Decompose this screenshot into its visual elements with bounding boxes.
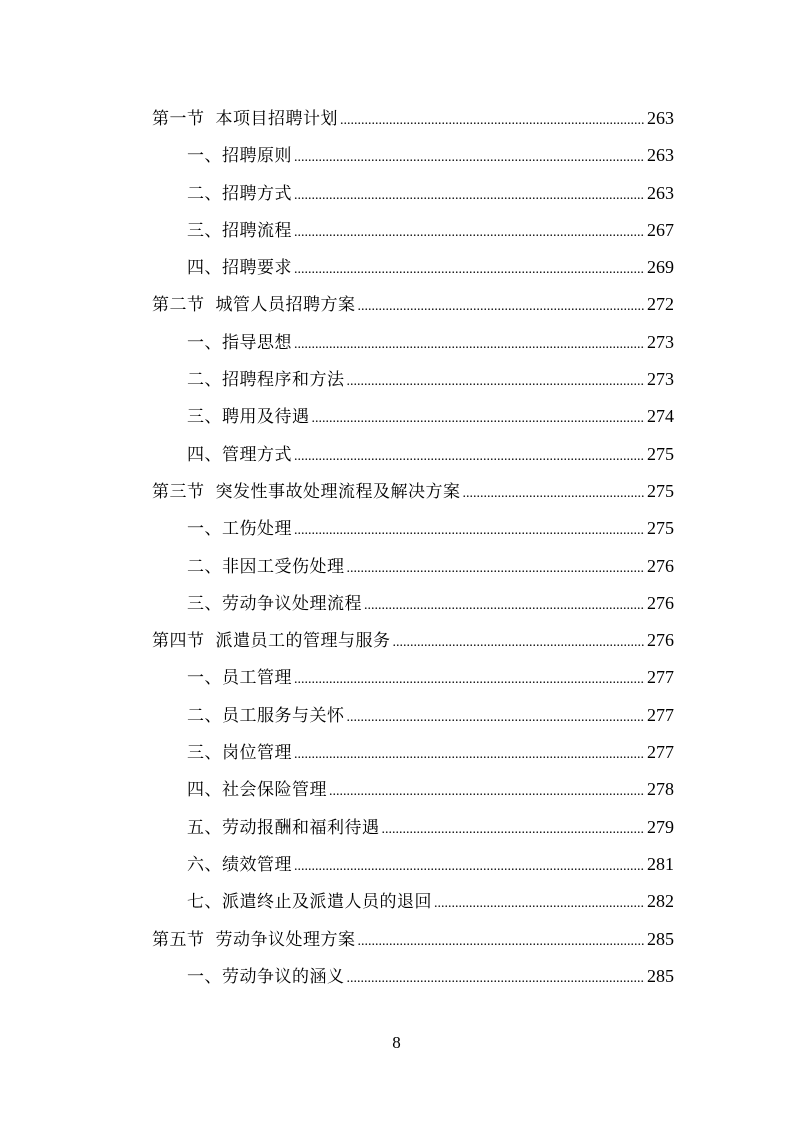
toc-entry-page: 278 <box>647 779 674 800</box>
toc-entry[interactable] <box>152 361 674 398</box>
toc-entry-label <box>187 325 292 362</box>
toc-entry-label <box>187 399 310 436</box>
toc-entry-label <box>187 250 292 287</box>
toc-entry[interactable] <box>152 659 674 696</box>
toc-entry-label <box>187 735 292 772</box>
toc-entry-label <box>187 959 345 996</box>
toc-entry-page: 277 <box>647 704 674 725</box>
toc-entry[interactable] <box>152 734 674 771</box>
toc-entry-prefix: 二、 <box>187 183 222 204</box>
toc-entry-title: 非因工受伤处理 <box>222 556 345 577</box>
toc-entry-title: 员工管理 <box>222 668 292 689</box>
toc-entry-prefix: 二、 <box>187 370 222 391</box>
toc-dot-leader <box>347 960 646 997</box>
toc-dot-leader <box>294 848 645 885</box>
toc-dot-leader <box>358 288 646 325</box>
toc-entry-label <box>187 437 292 474</box>
toc-entry-page: 263 <box>647 108 674 128</box>
toc-entry-page: 263 <box>647 182 674 203</box>
toc-dot-leader <box>382 811 646 848</box>
toc-entry-page: 273 <box>647 331 674 352</box>
toc-entry-page: 279 <box>647 816 674 837</box>
toc-entry-title: 员工服务与关怀 <box>222 705 345 726</box>
toc-entry-prefix: 一、 <box>187 668 222 689</box>
toc-entry-prefix: 第一节 <box>152 109 205 129</box>
toc-dot-leader <box>294 736 645 773</box>
toc-entry[interactable] <box>152 958 674 995</box>
toc-entry-page: 272 <box>647 294 674 315</box>
toc-entry-page: 275 <box>647 480 674 501</box>
toc-entry[interactable] <box>152 771 674 808</box>
toc-entry-label <box>152 287 356 324</box>
toc-entry-label <box>187 698 345 735</box>
toc-entry-page: 275 <box>647 518 674 539</box>
toc-entry[interactable] <box>152 324 674 361</box>
toc-entry-prefix: 七、 <box>187 892 222 913</box>
toc-entry-prefix: 二、 <box>187 556 222 577</box>
toc-entry-prefix: 第五节 <box>152 929 205 950</box>
toc-entry-title: 招聘原则 <box>222 146 292 167</box>
toc-entry-label <box>187 176 292 213</box>
toc-entry-title: 聘用及待遇 <box>222 407 310 428</box>
toc-entry-label <box>187 847 292 884</box>
toc-entry[interactable] <box>152 175 674 212</box>
toc-dot-leader <box>294 326 645 363</box>
toc-entry-page: 277 <box>647 667 674 688</box>
toc-entry-title: 本项目招聘计划 <box>215 109 338 129</box>
toc-entry-title: 派遣终止及派遣人员的退回 <box>222 892 432 913</box>
toc-entry-title: 招聘程序和方法 <box>222 370 345 391</box>
toc-entry-page: 277 <box>647 742 674 763</box>
toc-entry-label <box>187 213 292 250</box>
toc-entry-label <box>152 922 356 959</box>
toc-entry-label <box>187 772 327 809</box>
toc-dot-leader <box>329 773 645 810</box>
toc-dot-leader <box>393 624 646 661</box>
toc-entry-prefix: 四、 <box>187 444 222 465</box>
toc-entry-page: 276 <box>647 555 674 576</box>
toc-dot-leader <box>347 363 646 400</box>
toc-entry[interactable] <box>152 846 674 883</box>
toc-entry-label <box>187 138 292 175</box>
toc-dot-leader <box>364 587 645 624</box>
toc-entry-prefix: 三、 <box>187 593 222 614</box>
toc-entry-title: 劳动争议的涵义 <box>222 966 345 987</box>
toc-entry-title: 绩效管理 <box>222 854 292 875</box>
toc-entry-prefix: 二、 <box>187 705 222 726</box>
toc-dot-leader <box>312 400 646 437</box>
toc-entry-page: 269 <box>647 257 674 278</box>
toc-entry-label <box>187 586 362 623</box>
toc-entry-label <box>152 623 391 660</box>
toc-entry[interactable] <box>152 548 674 585</box>
toc-entry[interactable] <box>152 473 674 510</box>
toc-entry[interactable] <box>152 809 674 846</box>
toc-entry-page: 282 <box>647 891 674 912</box>
toc-entry-label <box>187 549 345 586</box>
toc-entry[interactable] <box>152 921 674 958</box>
toc-dot-leader <box>294 139 645 176</box>
toc-entry[interactable] <box>152 622 674 659</box>
toc-entry-title: 突发性事故处理流程及解决方案 <box>215 481 461 502</box>
toc-entry-prefix: 三、 <box>187 407 222 428</box>
toc-dot-leader <box>294 214 645 251</box>
toc-entry-title: 管理方式 <box>222 444 292 465</box>
toc-entry-prefix: 第二节 <box>152 295 205 316</box>
toc-entry[interactable] <box>152 436 674 473</box>
toc-entry-title: 工伤处理 <box>222 519 292 540</box>
toc-entry-title: 社会保险管理 <box>222 780 327 801</box>
toc-entry-page: 285 <box>647 928 674 949</box>
toc-dot-leader <box>294 438 645 475</box>
toc-dot-leader <box>434 885 645 922</box>
toc-entry[interactable] <box>152 137 674 174</box>
toc-entry-label <box>187 884 432 921</box>
toc-entry-title: 城管人员招聘方案 <box>215 295 356 316</box>
toc-entry-page: 273 <box>647 369 674 390</box>
toc-dot-leader <box>340 102 645 139</box>
toc-entry[interactable] <box>152 249 674 286</box>
toc-entry-label <box>187 810 380 847</box>
toc-dot-leader <box>347 699 646 736</box>
toc-dot-leader <box>294 512 645 549</box>
toc-entry-prefix: 四、 <box>187 258 222 279</box>
toc-entry-title: 指导思想 <box>222 332 292 353</box>
toc-entry-title: 招聘流程 <box>222 220 292 241</box>
toc-entry-page: 263 <box>647 145 674 166</box>
toc-entry[interactable] <box>152 585 674 622</box>
toc-entry[interactable] <box>152 883 674 920</box>
page-number: 8 <box>392 1033 401 1052</box>
toc-entry-page: 267 <box>647 219 674 240</box>
toc-entry-prefix: 一、 <box>187 332 222 353</box>
toc-entry-label <box>187 660 292 697</box>
toc-entry-page: 281 <box>647 853 674 874</box>
toc-entry-title: 招聘要求 <box>222 258 292 279</box>
toc-entry[interactable] <box>152 510 674 547</box>
toc-entry-page: 276 <box>647 592 674 613</box>
toc-entry-prefix: 四、 <box>187 780 222 801</box>
toc-dot-leader <box>294 251 645 288</box>
toc-entry[interactable] <box>152 697 674 734</box>
toc-entry-title: 招聘方式 <box>222 183 292 204</box>
toc-entry-label <box>187 362 345 399</box>
toc-dot-leader <box>358 923 646 960</box>
toc-entry-label <box>187 511 292 548</box>
toc-entry-page: 275 <box>647 443 674 464</box>
toc-entry-prefix: 一、 <box>187 519 222 540</box>
toc-entry-title: 派遣员工的管理与服务 <box>215 631 391 652</box>
toc-entry-prefix: 五、 <box>187 817 222 838</box>
toc-entry-prefix: 第四节 <box>152 631 205 652</box>
toc-entry-prefix: 三、 <box>187 220 222 241</box>
toc-entry[interactable] <box>152 212 674 249</box>
toc-dot-leader <box>463 475 646 512</box>
toc-entry[interactable] <box>152 286 674 323</box>
toc-entry-prefix: 六、 <box>187 854 222 875</box>
toc-dot-leader <box>347 550 646 587</box>
toc-entry-prefix: 一、 <box>187 146 222 167</box>
toc-dot-leader <box>294 661 645 698</box>
toc-entry[interactable] <box>152 398 674 435</box>
toc-entry-prefix: 第三节 <box>152 481 205 502</box>
table-of-contents <box>152 100 674 995</box>
toc-entry-title: 岗位管理 <box>222 743 292 764</box>
toc-entry-page: 276 <box>647 630 674 651</box>
toc-entry-prefix: 三、 <box>187 743 222 764</box>
toc-entry[interactable] <box>152 100 674 137</box>
toc-entry-prefix: 一、 <box>187 966 222 987</box>
toc-entry-label <box>152 474 461 511</box>
toc-entry-title: 劳动争议处理流程 <box>222 593 362 614</box>
toc-entry-title: 劳动争议处理方案 <box>215 929 356 950</box>
toc-entry-page: 285 <box>647 965 674 986</box>
toc-entry-page: 274 <box>647 406 674 427</box>
toc-dot-leader <box>294 177 645 214</box>
toc-entry-title: 劳动报酬和福利待遇 <box>222 817 380 838</box>
toc-entry-label <box>152 101 338 138</box>
